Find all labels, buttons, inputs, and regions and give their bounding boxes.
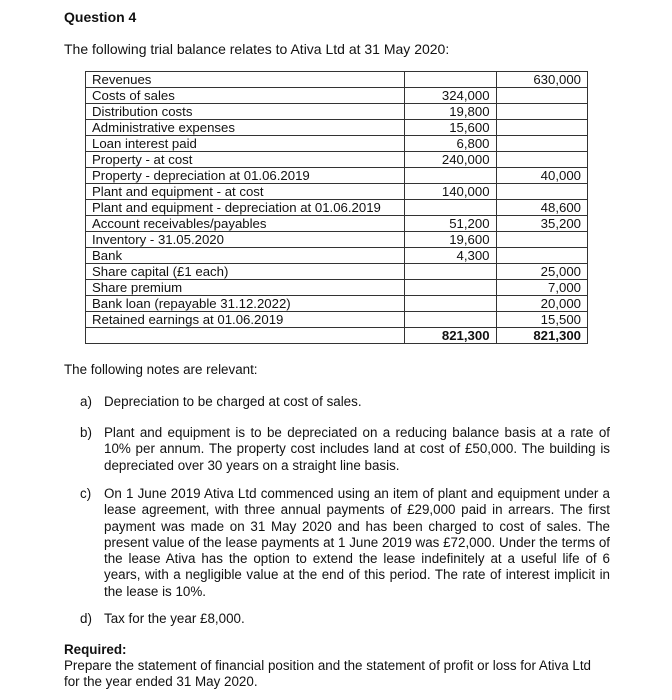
credit-cell — [496, 104, 587, 120]
note-text: On 1 June 2019 Ativa Ltd commenced using an item of plant and equipment under a lease agreement, with three annual payments of £29,000 paid in arrears. The first payment was made on 31 May 2020 and has been charged to cost of sales. The present value of the lease payments at 1 June 2019 was £72,000. Under the terms of the lease Ativa has the option to extend the lease indefinitely at a useful life of 6 years, with a negligible value at the end of this period. The rate of interest implicit in the lease is 10%. — [104, 486, 610, 599]
account-cell: Retained earnings at 01.06.2019 — [86, 312, 405, 328]
debit-cell: 240,000 — [405, 152, 496, 168]
debit-cell: 51,200 — [405, 216, 496, 232]
account-cell: Distribution costs — [86, 104, 405, 120]
credit-cell: 40,000 — [496, 168, 587, 184]
trial-balance-body — [86, 72, 588, 344]
credit-cell: 630,000 — [496, 72, 587, 88]
total-label-cell — [86, 328, 405, 344]
debit-total-cell: 821,300 — [405, 328, 496, 344]
account-cell: Administrative expenses — [86, 120, 405, 136]
credit-cell — [496, 248, 587, 264]
account-cell: Plant and equipment - at cost — [86, 184, 405, 200]
account-cell: Bank loan (repayable 31.12.2022) — [86, 296, 405, 312]
table-row — [86, 168, 588, 184]
debit-cell: 15,600 — [405, 120, 496, 136]
account-cell: Property - depreciation at 01.06.2019 — [86, 168, 405, 184]
debit-cell — [405, 200, 496, 216]
debit-cell: 6,800 — [405, 136, 496, 152]
note-text: Tax for the year £8,000. — [104, 611, 245, 626]
account-cell: Plant and equipment - depreciation at 01.06.2019 — [86, 200, 405, 216]
table-row — [86, 296, 588, 312]
note-text: Depreciation to be charged at cost of sales. — [104, 394, 362, 409]
debit-cell — [405, 168, 496, 184]
note-d — [80, 611, 610, 627]
debit-cell — [405, 72, 496, 88]
debit-cell: 19,800 — [405, 104, 496, 120]
note-label: a) — [80, 394, 92, 409]
table-row — [86, 280, 588, 296]
note-label: c) — [80, 486, 92, 501]
intro-text: The following trial balance relates to Ativa Ltd at 31 May 2020: — [64, 41, 450, 57]
table-row — [86, 200, 588, 216]
question-title: Question 4 — [64, 9, 137, 25]
note-a — [80, 394, 610, 410]
note-label: b) — [80, 425, 92, 440]
debit-cell — [405, 312, 496, 328]
notes-intro: The following notes are relevant: — [64, 362, 258, 377]
account-cell: Revenues — [86, 72, 405, 88]
table-row — [86, 264, 588, 280]
note-b — [80, 425, 610, 474]
table-row — [86, 120, 588, 136]
table-row — [86, 232, 588, 248]
account-cell: Bank — [86, 248, 405, 264]
trial-balance-table — [85, 71, 588, 344]
account-cell: Share premium — [86, 280, 405, 296]
debit-cell: 19,600 — [405, 232, 496, 248]
table-row — [86, 312, 588, 328]
table-row — [86, 184, 588, 200]
table-row — [86, 72, 588, 88]
account-cell: Loan interest paid — [86, 136, 405, 152]
account-cell: Costs of sales — [86, 88, 405, 104]
note-text: Plant and equipment is to be depreciated on a reducing balance basis at a rate of 10% per annum. The property cost includes land at cost of £50,000. The building is depreciated over 30 years on a straight line basis. — [104, 425, 610, 473]
credit-cell — [496, 184, 587, 200]
total-row — [86, 328, 588, 344]
table-row — [86, 216, 588, 232]
credit-cell: 25,000 — [496, 264, 587, 280]
table-row — [86, 152, 588, 168]
note-label: d) — [80, 611, 92, 626]
credit-cell: 7,000 — [496, 280, 587, 296]
table-row — [86, 104, 588, 120]
account-cell: Share capital (£1 each) — [86, 264, 405, 280]
credit-total-cell: 821,300 — [496, 328, 587, 344]
account-cell: Inventory - 31.05.2020 — [86, 232, 405, 248]
debit-cell: 324,000 — [405, 88, 496, 104]
debit-cell — [405, 264, 496, 280]
credit-cell — [496, 152, 587, 168]
account-cell: Property - at cost — [86, 152, 405, 168]
credit-cell: 35,200 — [496, 216, 587, 232]
note-c — [80, 486, 610, 600]
debit-cell — [405, 280, 496, 296]
table-row — [86, 88, 588, 104]
credit-cell — [496, 232, 587, 248]
credit-cell — [496, 120, 587, 136]
credit-cell — [496, 88, 587, 104]
table-row — [86, 248, 588, 264]
debit-cell: 140,000 — [405, 184, 496, 200]
required-text: Prepare the statement of financial position and the statement of profit or loss for Ativa Ltd for the year ended 31 May 2020. — [64, 658, 591, 689]
debit-cell — [405, 296, 496, 312]
account-cell: Account receivables/payables — [86, 216, 405, 232]
credit-cell: 48,600 — [496, 200, 587, 216]
debit-cell: 4,300 — [405, 248, 496, 264]
required-heading: Required: — [64, 642, 127, 657]
credit-cell: 15,500 — [496, 312, 587, 328]
table-row — [86, 136, 588, 152]
credit-cell — [496, 136, 587, 152]
credit-cell: 20,000 — [496, 296, 587, 312]
